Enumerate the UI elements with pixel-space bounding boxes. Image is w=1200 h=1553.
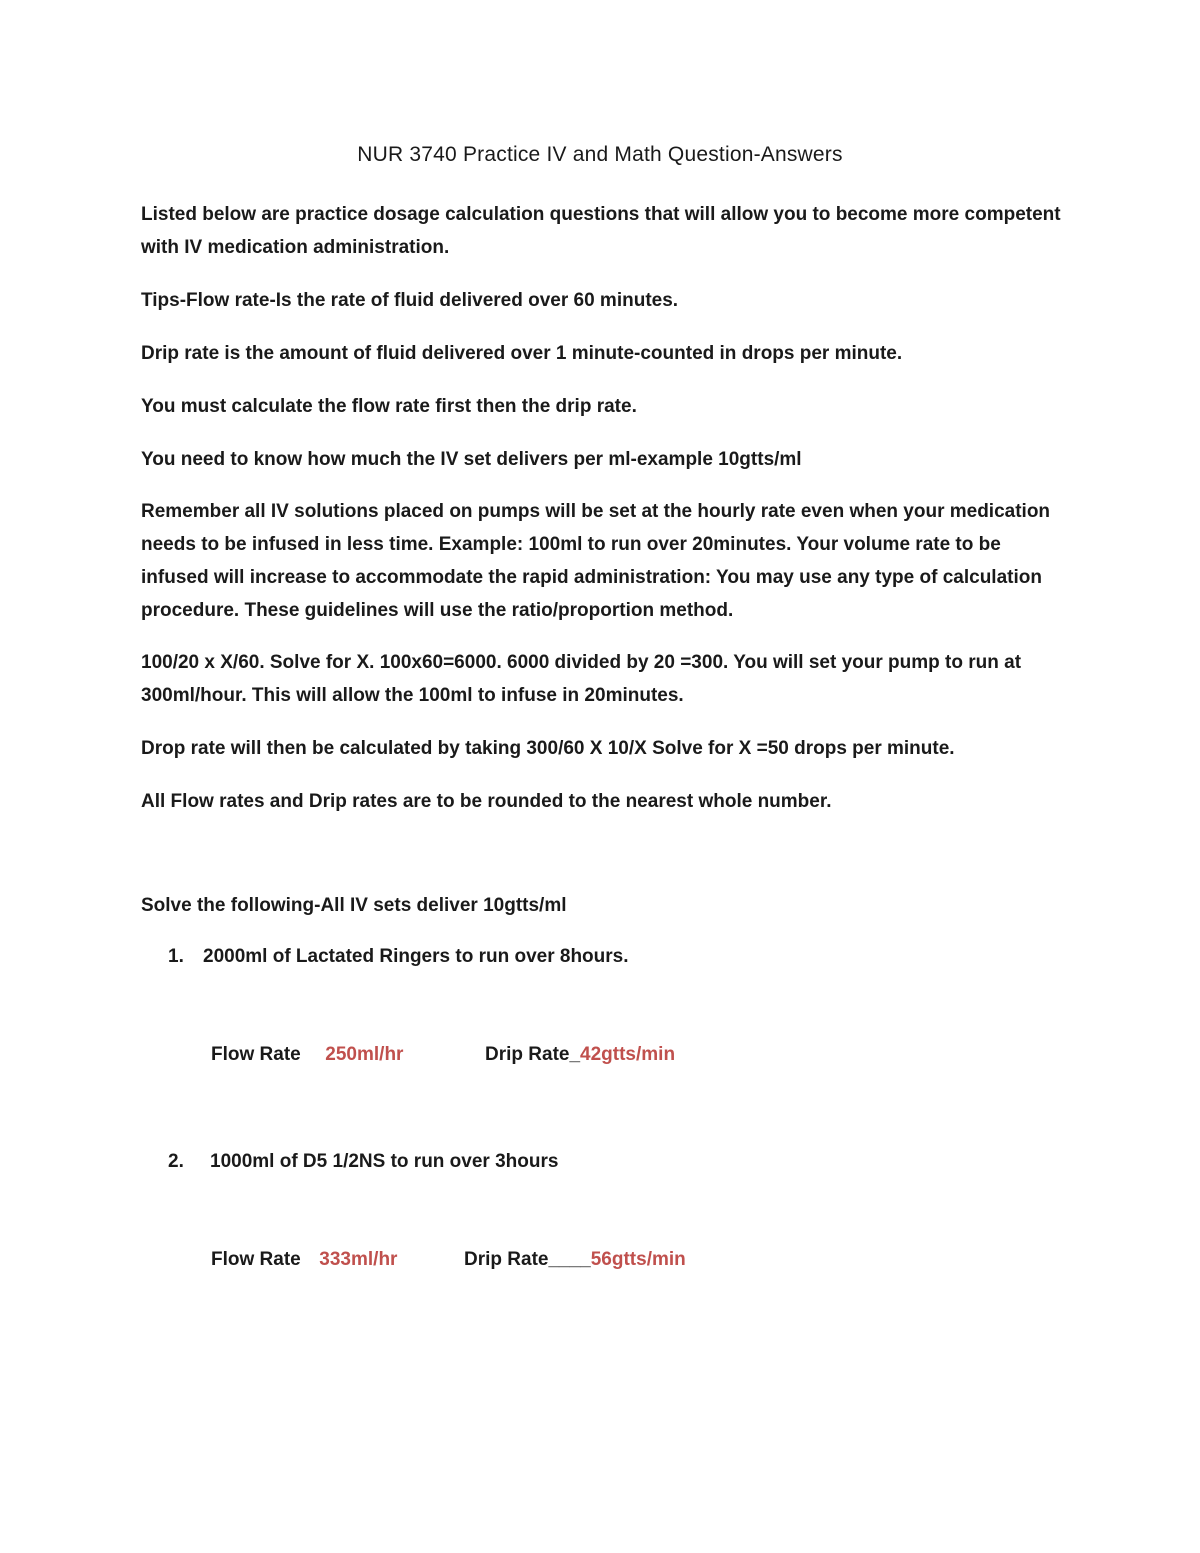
- intro-paragraph-3: Drip rate is the amount of fluid delivered over 1 minute-counted in drops per minute.: [141, 343, 903, 364]
- intro-paragraph-2: Tips-Flow rate-Is the rate of fluid delivered over 60 minutes.: [141, 290, 679, 311]
- drip-rate-answer: 42gtts/min: [580, 1044, 676, 1065]
- flow-rate-label: Flow Rate: [211, 1044, 301, 1065]
- question-2-text: 1000ml of D5 1/2NS to run over 3hours: [210, 1151, 559, 1172]
- question-2-drip-rate: [464, 1249, 686, 1271]
- document-title: NUR 3740 Practice IV and Math Question-Answers: [357, 143, 843, 166]
- question-2-number: 2.: [168, 1151, 184, 1172]
- intro-paragraph-7: 100/20 x X/60. Solve for X. 100x60=6000. 6000 divided by 20 =300. You will set your pump to run at 300ml/hour. This will allow the 100ml to infuse in 20minutes.: [141, 652, 1022, 706]
- question-1-drip-rate: [485, 1044, 675, 1066]
- question-1-text: 2000ml of Lactated Ringers to run over 8hours.: [203, 946, 629, 967]
- flow-rate-label: Flow Rate: [211, 1249, 301, 1270]
- question-1-number: 1.: [168, 946, 184, 967]
- intro-paragraph-5: You need to know how much the IV set delivers per ml-example 10gtts/ml: [141, 449, 802, 470]
- flow-rate-answer: 250ml/hr: [325, 1044, 404, 1065]
- question-2-flow-rate: [211, 1249, 397, 1271]
- drip-rate-answer: 56gtts/min: [590, 1249, 686, 1270]
- intro-paragraph-4: You must calculate the flow rate first then the drip rate.: [141, 396, 637, 417]
- flow-rate-answer: 333ml/hr: [319, 1249, 398, 1270]
- intro-paragraph-1: Listed below are practice dosage calculation questions that will allow you to become more competent with IV medication administration.: [141, 204, 1061, 258]
- intro-paragraph-6: Remember all IV solutions placed on pumps will be set at the hourly rate even when your medication needs to be infused in less time. Example: 100ml to run over 20minutes. Your volume rate to be infused will increase to accommodate the rapid administration: You may use any type of calculation procedure. These guidelines will use the ratio/proportion method.: [141, 501, 1051, 621]
- drip-rate-label: Drip Rate_: [485, 1044, 581, 1065]
- intro-paragraph-9: All Flow rates and Drip rates are to be rounded to the nearest whole number.: [141, 791, 832, 812]
- drip-rate-label: Drip Rate____: [464, 1249, 591, 1270]
- instructions: Solve the following-All IV sets deliver 10gtts/ml: [141, 895, 567, 916]
- intro-paragraph-8: Drop rate will then be calculated by taking 300/60 X 10/X Solve for X =50 drops per minute.: [141, 738, 955, 759]
- question-1-flow-rate: [211, 1044, 403, 1066]
